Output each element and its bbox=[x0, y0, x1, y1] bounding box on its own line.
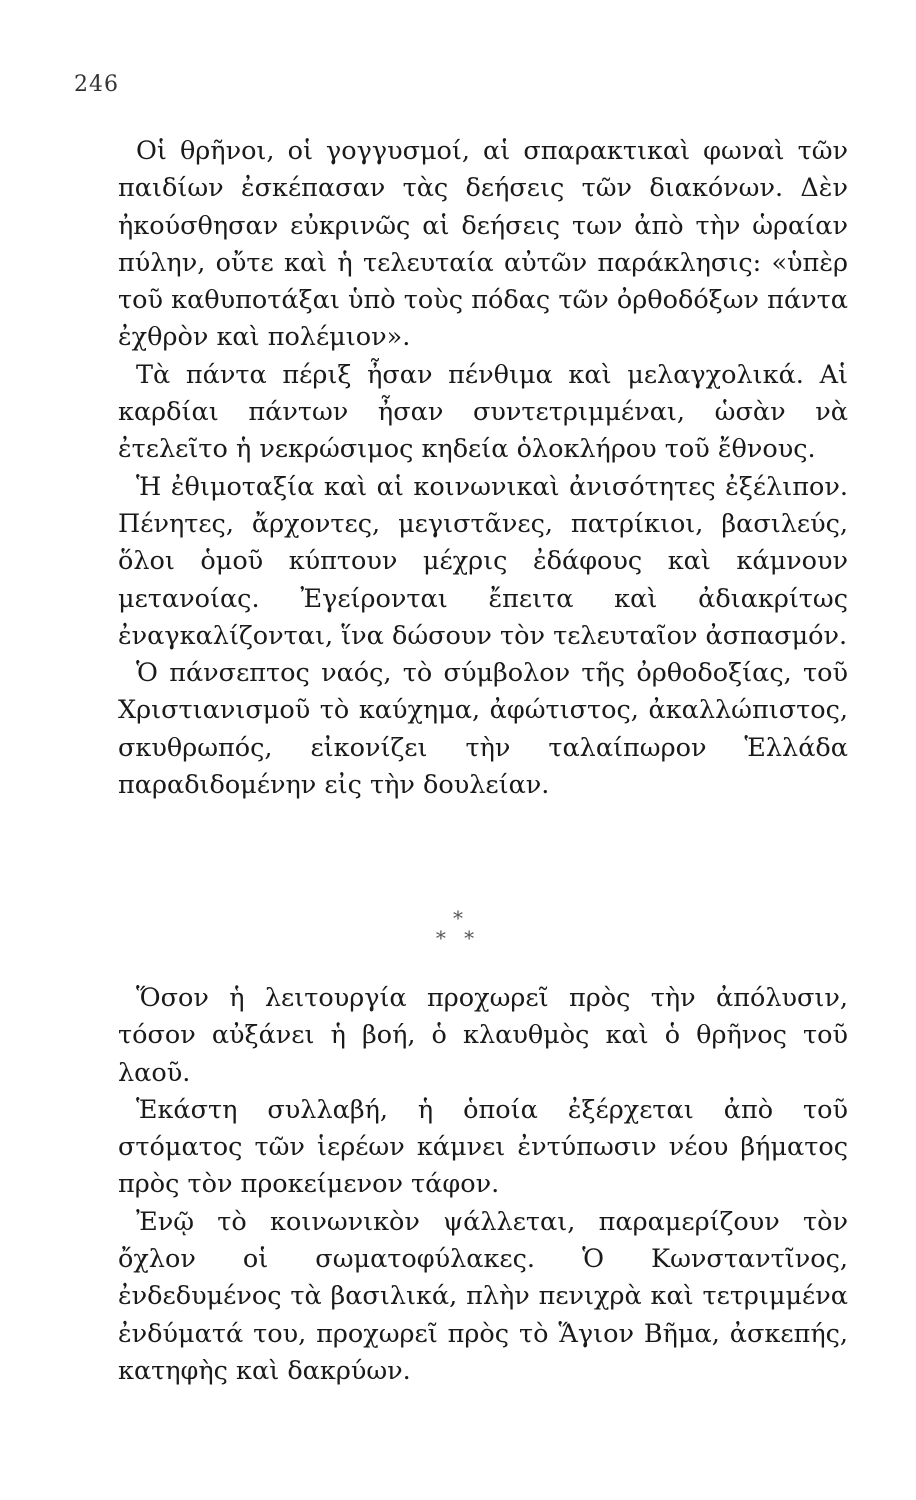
paragraph: Ἐνῷ τὸ κοινωνικὸν ψάλλεται, παραμερίζουν τὸν ὄχλον οἱ σωματοφύλακες. Ὁ Κωνσταντῖνος, ἐνδεδυμένος τὰ βασιλικά, πλὴν πενιχρὰ καὶ τετριμμένα ἐνδύματά του, προχωρεῖ πρὸς τὸ Ἅγιον Βῆμα, ἀσκεπής, κατηφὴς καὶ δακρύων. bbox=[118, 1206, 848, 1386]
text-section-1 bbox=[118, 133, 848, 804]
page-number: 246 bbox=[74, 72, 119, 97]
asterism-top: * bbox=[453, 906, 463, 930]
text-section-2 bbox=[118, 980, 848, 1390]
paragraph: Τὰ πάντα πέριξ ἦσαν πένθιμα καὶ μελαγχολικά. Αἱ καρδίαι πάντων ἦσαν συντετριμμέναι, ὡσὰν νὰ ἐτελεῖτο ἡ νεκρώσιμος κηδεία ὁλοκλήρου τοῦ ἔθνους. bbox=[118, 359, 848, 465]
asterism-separator bbox=[0, 908, 916, 948]
paragraph: Ἑκάστη συλλαβή, ἡ ὁποία ἐξέρχεται ἀπὸ τοῦ στόματος τῶν ἱερέων κάμνει ἐντύπωσιν νέου βήματος πρὸς τὸν προκείμενον τάφον. bbox=[118, 1094, 848, 1200]
asterism-bottom: * * bbox=[435, 926, 481, 950]
paragraph: Οἱ θρῆνοι, οἱ γογγυσμοί, αἱ σπαρακτικαὶ φωναὶ τῶν παιδίων ἐσκέπασαν τὰς δεήσεις τῶν διακόνων. Δὲν ἠκούσθησαν εὐκρινῶς αἱ δεήσεις των ἀπὸ τὴν ὡραίαν πύλην, οὔτε καὶ ἡ τελευταία αὐτῶν παράκλησις: «ὑπὲρ τοῦ καθυποτάξαι ὑπὸ τοὺς πόδας τῶν ὀρθοδόξων πάντα ἐχθρὸν καὶ πολέμιον». bbox=[118, 136, 848, 353]
paragraph: Ἡ ἐθιμοταξία καὶ αἱ κοινωνικαὶ ἀνισότητες ἐξέλιπον. Πένητες, ἄρχοντες, μεγιστᾶνες, πατρίκιοι, βασιλεύς, ὅλοι ὁμοῦ κύπτουν μέχρις ἐδάφους καὶ κάμνουν μετανοίας. Ἐγείρονται ἔπειτα καὶ ἀδιακρίτως ἐναγκαλίζονται, ἵνα δώσουν τὸν τελευταῖον ἀσπασμόν. bbox=[118, 471, 848, 651]
paragraph: Ὅσον ἡ λειτουργία προχωρεῖ πρὸς τὴν ἀπόλυσιν, τόσον αὐξάνει ἡ βοή, ὁ κλαυθμὸς καὶ ὁ θρῆνος τοῦ λαοῦ. bbox=[118, 983, 848, 1088]
paragraph: Ὁ πάνσεπτος ναός, τὸ σύμβολον τῆς ὀρθοδοξίας, τοῦ Χριστιανισμοῦ τὸ καύχημα, ἀφώτιστος, ἀκαλλώπιστος, σκυθρωπός, εἰκονίζει τὴν ταλαίπωρον Ἑλλάδα παραδιδομένην εἰς τὴν δουλείαν. bbox=[118, 658, 848, 801]
